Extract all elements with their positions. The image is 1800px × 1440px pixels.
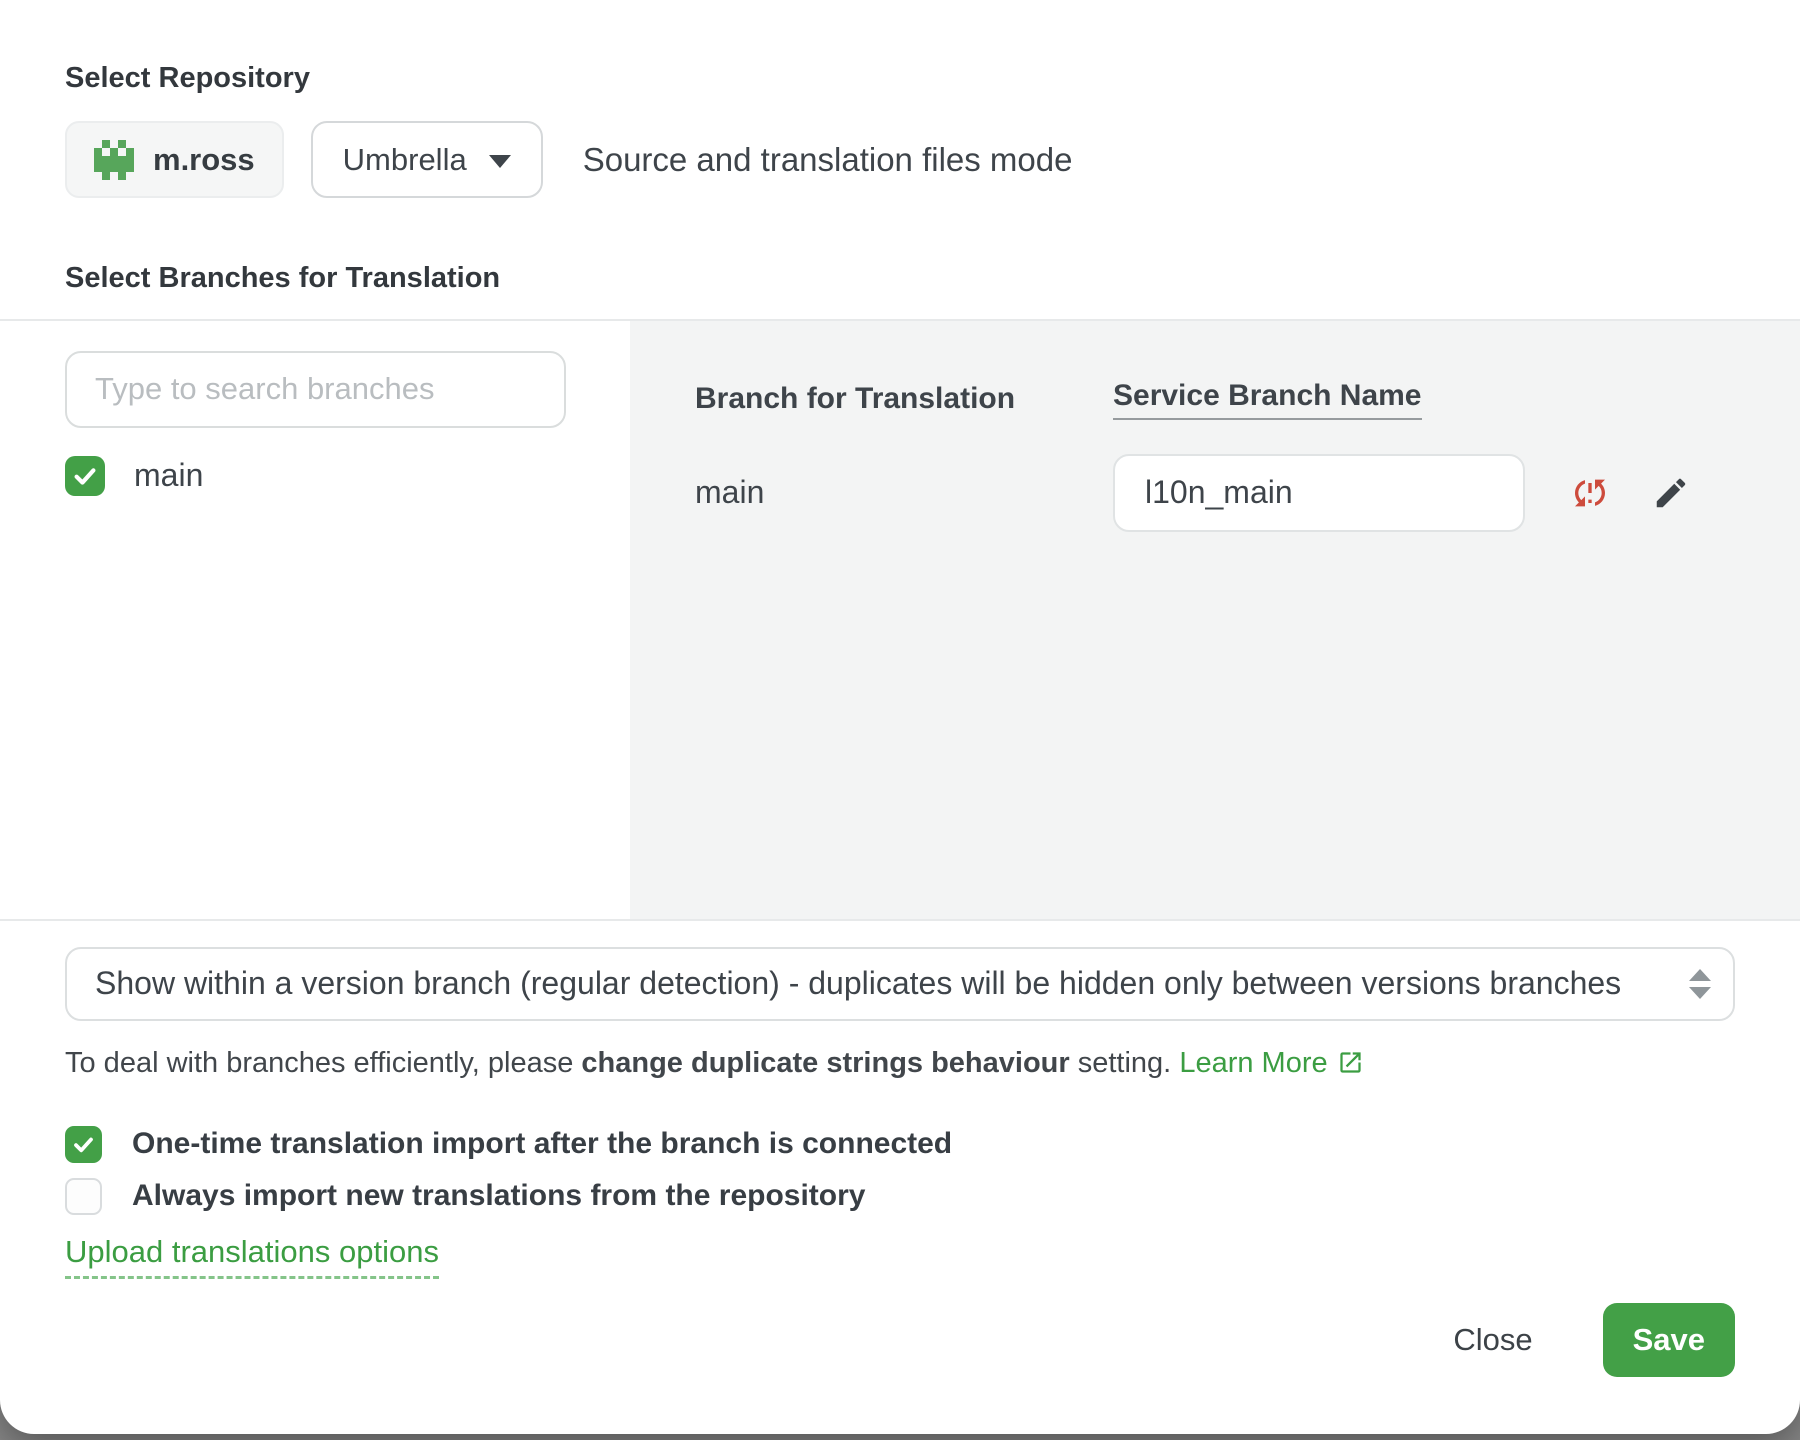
repository-row bbox=[65, 121, 1735, 198]
one-time-import-label: One-time translation import after the branch is connected bbox=[132, 1127, 953, 1161]
save-button[interactable]: Save bbox=[1603, 1303, 1735, 1377]
repository-section bbox=[0, 0, 1800, 297]
service-branch-name-input[interactable] bbox=[1113, 454, 1525, 532]
files-mode-label: Source and translation files mode bbox=[582, 140, 1073, 178]
repo-name-label: m.ross bbox=[153, 141, 255, 177]
always-import-row bbox=[65, 1174, 1735, 1218]
learn-more-link[interactable]: Learn More bbox=[1179, 1046, 1328, 1079]
import-options-group bbox=[65, 1122, 1735, 1218]
branch-mapping-pane bbox=[630, 321, 1800, 919]
select-branches-title: Select Branches for Translation bbox=[65, 262, 501, 295]
select-repository-title: Select Repository bbox=[65, 62, 310, 94]
repo-identicon-icon bbox=[94, 140, 134, 180]
note-bold-text: change duplicate strings behaviour bbox=[581, 1046, 1070, 1079]
up-down-arrows-icon bbox=[1689, 969, 1711, 999]
options-section bbox=[0, 921, 1800, 1378]
always-import-label: Always import new translations from the repository bbox=[132, 1179, 866, 1213]
repository-chip[interactable] bbox=[65, 121, 284, 198]
sync-problem-icon[interactable] bbox=[1570, 473, 1610, 513]
duplicate-strings-select[interactable] bbox=[65, 947, 1735, 1021]
column-branch-for-translation: Branch for Translation bbox=[695, 382, 1016, 415]
mapped-branch-label: main bbox=[695, 474, 765, 510]
branch-list-pane bbox=[0, 321, 630, 919]
check-icon bbox=[71, 1132, 96, 1157]
check-icon bbox=[71, 462, 99, 490]
external-link-icon bbox=[1328, 1047, 1364, 1079]
branch-list-item bbox=[65, 456, 630, 496]
dialog-footer bbox=[65, 1303, 1735, 1377]
branch-main-checkbox[interactable] bbox=[65, 456, 105, 496]
integration-name-label: Umbrella bbox=[342, 141, 467, 177]
column-service-branch-name: Service Branch Name bbox=[1113, 379, 1800, 420]
always-import-checkbox[interactable] bbox=[65, 1178, 102, 1215]
service-branch-cell bbox=[1113, 454, 1800, 532]
branch-search-input[interactable] bbox=[65, 351, 566, 428]
one-time-import-checkbox[interactable] bbox=[65, 1126, 102, 1163]
branches-panel bbox=[0, 319, 1800, 921]
close-button[interactable]: Close bbox=[1445, 1322, 1540, 1358]
one-time-import-row bbox=[65, 1122, 1735, 1166]
duplicate-strings-selected-option: Show within a version branch (regular detection) - duplicates will be hidden only between versions branches bbox=[95, 965, 1622, 1001]
integration-dropdown[interactable] bbox=[311, 121, 543, 198]
caret-down-icon bbox=[489, 155, 511, 168]
branch-mapping-table bbox=[695, 379, 1800, 532]
branch-name-label: main bbox=[134, 457, 204, 493]
upload-translations-options-link[interactable]: Upload translations options bbox=[65, 1234, 439, 1279]
duplicates-note: To deal with branches efficiently, please change duplicate strings behaviour setting. Learn More bbox=[65, 1045, 1735, 1083]
edit-pencil-icon[interactable] bbox=[1652, 474, 1690, 512]
